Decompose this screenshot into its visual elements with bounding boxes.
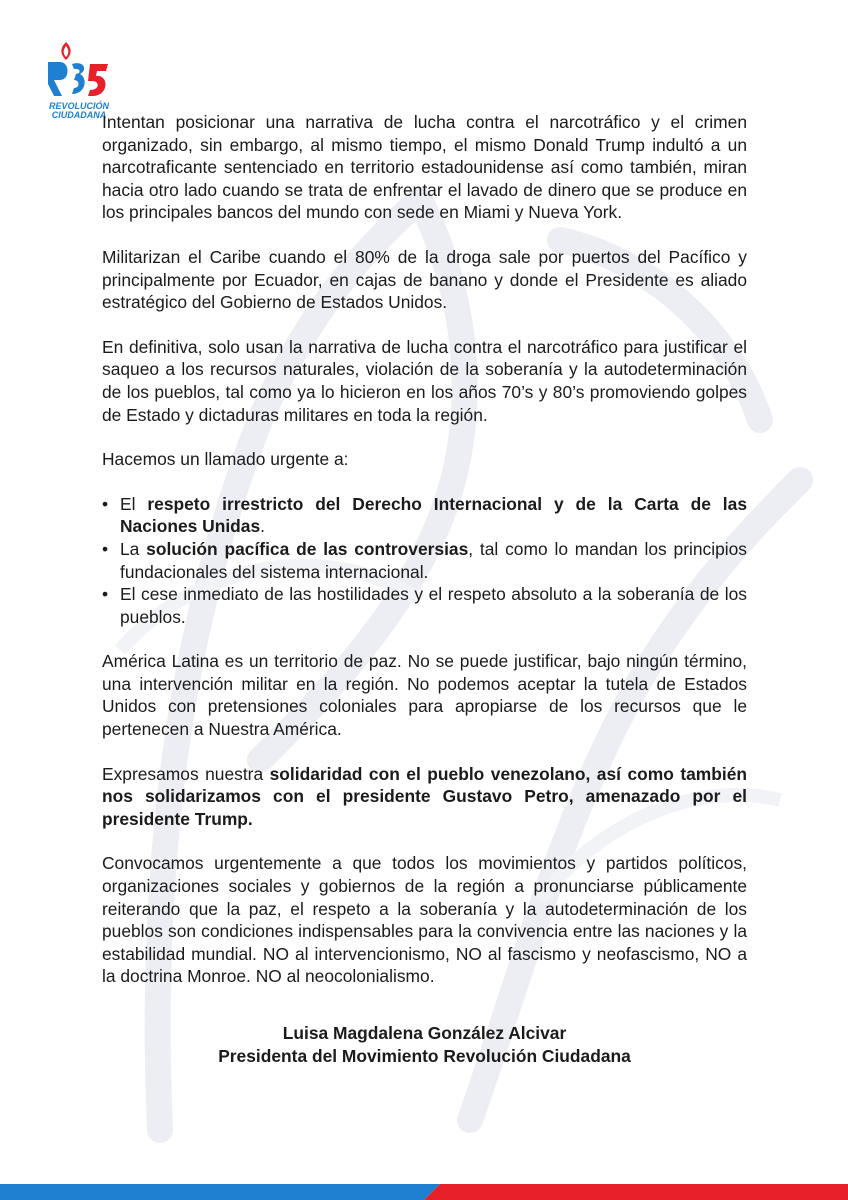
demands-list: [102, 493, 747, 629]
logo-wordmark-line1: REVOLUCIÓN: [48, 101, 109, 111]
signature-title: Presidenta del Movimiento Revolución Ciudadana: [218, 1046, 631, 1066]
list-item: [102, 538, 747, 583]
paragraph-7: Convocamos urgentemente a que todos los movimientos y partidos políticos, organizaciones sociales y gobiernos de la región a pronunciarse públicamente reiterando que la paz, el respeto a la soberanía y la autodeterminación de los pueblos son condiciones indispensables para la convivencia entre las naciones y la estabilidad mundial. NO al intervencionismo, NO al fascismo y neofascismo, NO a la doctrina Monroe. NO al neocolonialismo.: [102, 853, 747, 987]
bullet-icon: •: [102, 538, 109, 559]
paragraph-2: Militarizan el Caribe cuando el 80% de la droga sale por puertos del Pacífico y principalmente por Ecuador, en cajas de banano y donde el Presidente es aliado estratégico del Gobierno de Estados Unidos.: [102, 246, 747, 313]
list-item-text-bold: solución pacífica de las controversias: [146, 538, 469, 559]
paragraph-call-intro: Hacemos un llamado urgente a:: [102, 449, 349, 470]
paragraph-6-bold: solidaridad con el pueblo venezolano, así como también nos solidarizamos con el presidente Gustavo Petro, amenazado por el presidente Trump.: [102, 763, 747, 829]
signature-block: [102, 1022, 747, 1068]
list-item-text-post: .: [260, 516, 265, 537]
paragraph-1: Intentan posicionar una narrativa de lucha contra el narcotráfico y el crimen organizado, sin embargo, al mismo tiempo, el mismo Donald Trump indultó a un narcotraficante sentenciado en territorio estadounidense así como también, miran hacia otro lado cuando se trata de enfrentar el lavado de dinero que se produce en los principales bancos del mundo con sede en Miami y Nueva York.: [102, 112, 747, 223]
list-item-text-post: , tal como lo mandan los principios fundacionales del sistema internacional.: [120, 538, 747, 582]
list-item-text-pre: La: [120, 538, 147, 559]
paragraph-3: En definitiva, solo usan la narrativa de lucha contra el narcotráfico para justificar el saqueo a los recursos naturales, violación de la soberanía y la autodeterminación de los pueblos, tal como ya lo hicieron en los años 70’s y 80’s promoviendo golpes de Estado y dictaduras militares en toda la región.: [102, 336, 747, 425]
list-item: [102, 493, 747, 538]
paragraph-5: América Latina es un territorio de paz. No se puede justificar, bajo ningún término, una intervención militar en la región. No podemos aceptar la tutela de Estados Unidos con pretensiones coloniales para apropiarse de los recursos que le pertenecen a Nuestra América.: [102, 651, 747, 740]
document-body: [102, 111, 747, 1068]
list-item-text: El cese inmediato de las hostilidades y el respeto absoluto a la soberanía de los pueblos.: [120, 584, 747, 627]
bullet-icon: •: [102, 493, 109, 514]
paragraph-6: [102, 763, 747, 831]
signature-name: Luisa Magdalena González Alcivar: [282, 1023, 567, 1043]
list-item-text-bold: respeto irrestricto del Derecho Internacional y de la Carta de las Naciones Unidas: [120, 493, 747, 537]
footer-stripe: [0, 1184, 848, 1200]
logo-wordmark-line2: CIUDADANA: [51, 110, 107, 120]
list-item: [102, 583, 747, 628]
list-item-text-pre: El: [120, 493, 148, 514]
paragraph-6-pre: Expresamos nuestra: [102, 763, 270, 784]
bullet-icon: •: [102, 584, 109, 605]
